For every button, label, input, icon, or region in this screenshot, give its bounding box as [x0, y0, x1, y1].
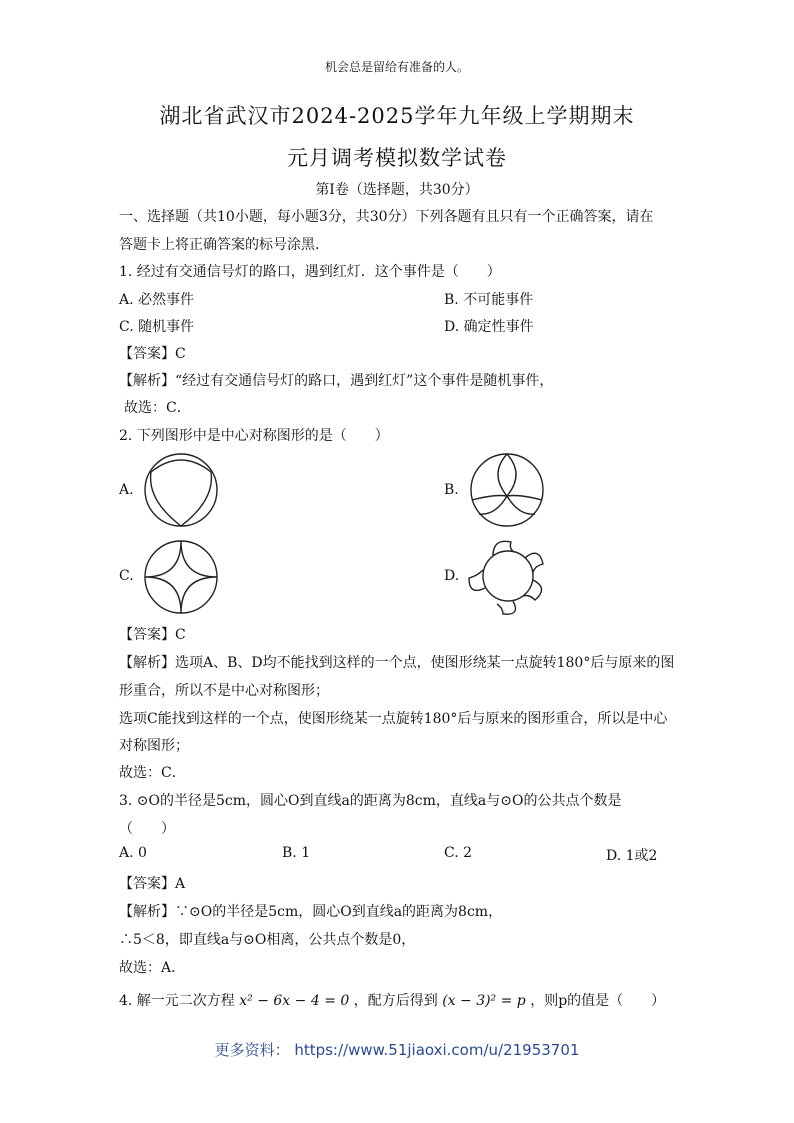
page-title-line-1: 湖北省武汉市2024-2025学年九年级上学期期末 [159, 104, 635, 128]
q2-analysis-line-3: 选项C能找到这样的一个点，使图形绕某一点旋转180°后与原来的图形重合，所以是中心 [119, 711, 668, 727]
header-motto: 机会总是留给有准备的人。 [324, 60, 469, 74]
q2-analysis-line-2: 形重合，所以不是中心对称图形； [119, 683, 329, 699]
q3-option-d: D. 1或2 [606, 848, 658, 864]
q3-analysis-line-2: ∴5＜8，即直线a与⊙O相离，公共点个数是0， [119, 932, 416, 948]
part-title: 第I卷（选择题，共30分） [315, 182, 479, 198]
q1-stem: 1. 经过有交通信号灯的路口，遇到红灯．这个事件是（ ） [119, 264, 501, 280]
q2-analysis-line-1: 【解析】选项A、B、D均不能找到这样的一个点，使图形绕某一点旋转180°后与原来的图 [119, 655, 675, 671]
q4-stem [119, 990, 665, 1010]
q2-analysis-line-4: 对称图形； [119, 738, 189, 754]
q3-analysis-line-1: 【解析】∵⊙O的半径是5cm，圆心O到直线a的距离为8cm， [119, 904, 503, 920]
q2-option-d-label: D. [444, 568, 460, 584]
q4-equation-completed-square: (x − 3)² = p [442, 993, 526, 1009]
page-title-line-2: 元月调考模拟数学试卷 [287, 146, 507, 170]
section-intro-line-2: 答题卡上将正确答案的标号涂黑． [119, 237, 329, 253]
q2-answer: 【答案】C [119, 627, 186, 643]
q1-option-c: C. 随机事件 [119, 319, 195, 335]
q3-answer: 【答案】A [119, 876, 186, 892]
q4-equation: x² − 6x − 4 = 0 [239, 993, 350, 1009]
q3-conclusion: 故选：A． [119, 960, 186, 976]
q1-analysis: 【解析】“经过有交通信号灯的路口，遇到红灯”这个事件是随机事件， [119, 373, 554, 389]
q2-figure-d [463, 536, 553, 616]
q2-option-a-label: A. [119, 482, 134, 498]
q1-option-d: D. 确定性事件 [444, 319, 534, 335]
q4-stem-start: 4. 解一元二次方程 [119, 993, 235, 1009]
q2-option-c-label: C. [119, 568, 134, 584]
q2-figure-b [467, 450, 547, 530]
q3-stem-line-2: （ ） [119, 821, 175, 837]
q1-conclusion: 故选：C． [124, 400, 191, 416]
q1-option-b: B. 不可能事件 [444, 292, 534, 308]
footer-more-resources-link[interactable]: 更多资料： https://www.51jiaoxi.com/u/21953701 [214, 1041, 580, 1059]
q3-stem-line-1: 3. ⊙O的半径是5cm，圆心O到直线a的距离为8cm，直线a与⊙O的公共点个数是 [119, 793, 622, 809]
section-intro-line-1: 一、选择题（共10小题，每小题3分，共30分）下列各题有且只有一个正确答案，请在 [119, 209, 654, 225]
q2-figure-c [141, 537, 221, 617]
q2-figure-a [141, 450, 221, 530]
q3-option-c: C. 2 [444, 845, 473, 861]
q2-stem: 2. 下列图形中是中心对称图形的是（ ） [119, 428, 389, 444]
q4-stem-mid: ，配方后得到 [353, 993, 438, 1009]
q1-answer: 【答案】C [119, 346, 186, 362]
q3-option-a: A. 0 [119, 845, 147, 861]
q4-stem-end: ，则p的值是（ ） [530, 993, 666, 1009]
q3-option-b: B. 1 [282, 845, 311, 861]
q2-conclusion: 故选：C． [119, 765, 186, 781]
q2-option-b-label: B. [444, 482, 459, 498]
q1-option-a: A. 必然事件 [119, 292, 195, 308]
